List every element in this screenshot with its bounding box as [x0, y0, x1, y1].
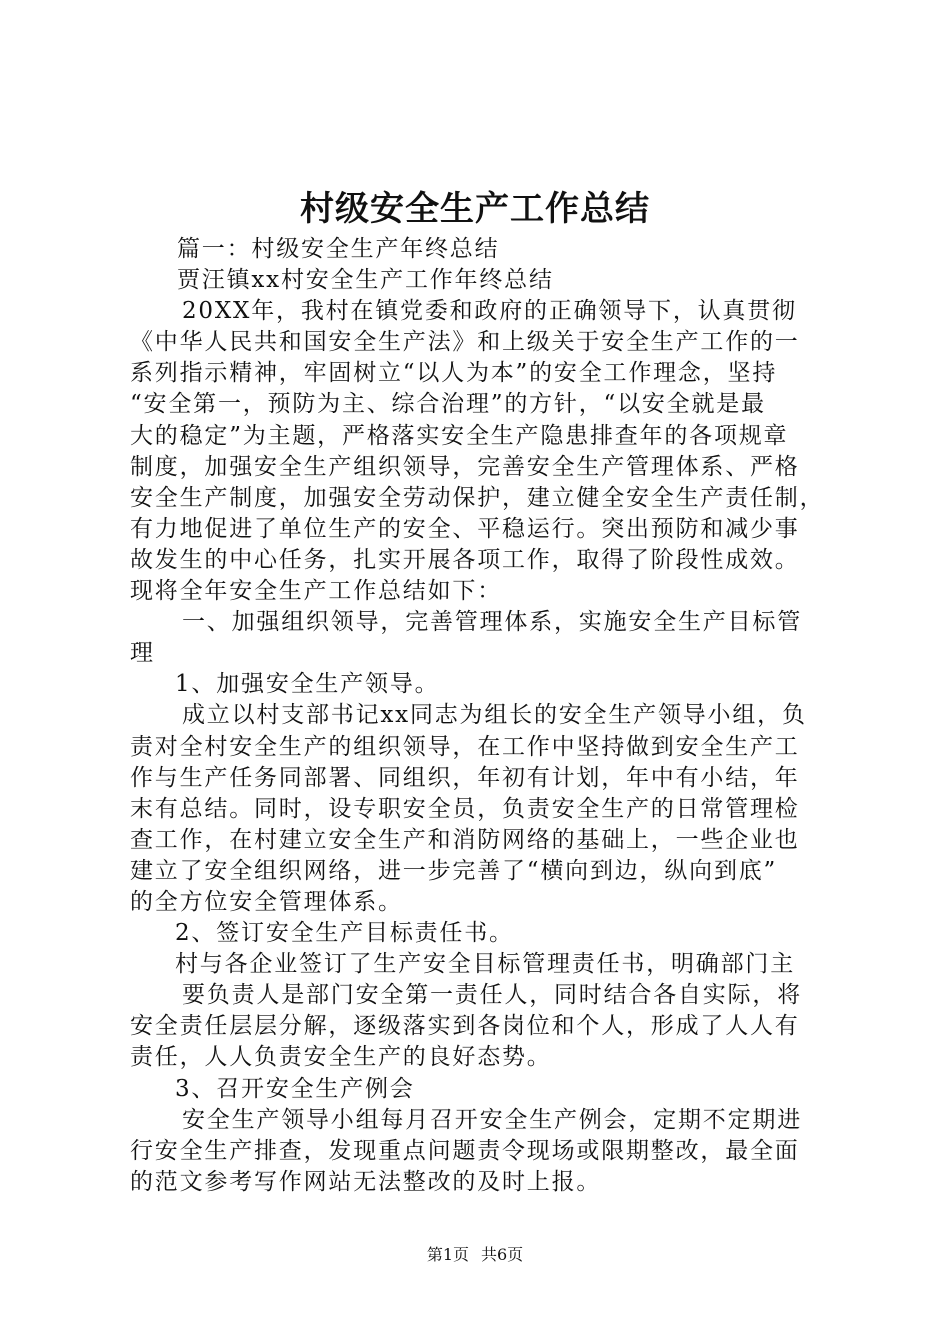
subsection-heading: 2、签订安全生产目标责任书。	[175, 920, 514, 947]
paragraph-line: 建立了安全组织网络，进一步完善了“横向到边，纵向到底”	[130, 857, 778, 884]
paragraph-line: 查工作，在村建立安全生产和消防网络的基础上，一些企业也	[130, 826, 800, 853]
paragraph-line: 行安全生产排查，发现重点问题责令现场或限期整改，最全面	[130, 1137, 800, 1164]
page-footer	[0, 1243, 950, 1267]
paragraph-line: 大的稳定”为主题，严格落实安全生产隐患排查年的各项规章	[130, 422, 789, 449]
paragraph-line: 安全生产制度，加强安全劳动保护，建立健全安全生产责任制，	[130, 484, 825, 511]
paragraph-line: 贾汪镇xx村安全生产工作年终总结	[177, 267, 554, 294]
paragraph-line: 成立以村支部书记xx同志为组长的安全生产领导小组，负	[182, 702, 807, 729]
paragraph-line: 村与各企业签订了生产安全目标管理责任书，明确部门主	[175, 951, 795, 978]
paragraph-line: 有力地促进了单位生产的安全、平稳运行。突出预防和减少事	[130, 515, 800, 542]
subsection-heading: 1、加强安全生产领导。	[175, 671, 440, 698]
paragraph-line: 系列指示精神，牢固树立“以人为本”的安全工作理念，坚持	[130, 360, 778, 387]
paragraph-line: 《中华人民共和国安全生产法》和上级关于安全生产工作的一	[130, 329, 800, 356]
paragraph-line: 的范文参考写作网站无法整改的及时上报。	[130, 1168, 602, 1195]
paragraph-line: 作与生产任务同部署、同组织，年初有计划，年中有小结，年	[130, 764, 800, 791]
paragraph-line: 安全责任层层分解，逐级落实到各岗位和个人，形成了人人有	[130, 1013, 800, 1040]
paragraph-line: 责任，人人负责安全生产的良好态势。	[130, 1044, 552, 1071]
section-heading-line: 一、加强组织领导，完善管理体系，实施安全生产目标管	[182, 609, 802, 636]
subsection-heading: 3、召开安全生产例会	[175, 1075, 415, 1102]
document-title: 村级安全生产工作总结	[300, 189, 650, 229]
paragraph-line: 现将全年安全生产工作总结如下：	[130, 578, 502, 605]
paragraph-line: 责对全村安全生产的组织领导，在工作中坚持做到安全生产工	[130, 733, 800, 760]
paragraph-line: 故发生的中心任务，扎实开展各项工作，取得了阶段性成效。	[130, 546, 800, 573]
paragraph-line: 制度，加强安全生产组织领导，完善安全生产管理体系、严格	[130, 453, 800, 480]
document-body	[130, 234, 830, 1198]
paragraph-line: 的全方位安全管理体系。	[130, 888, 403, 915]
paragraph-line: 末有总结。同时，设专职安全员，负责安全生产的日常管理检	[130, 795, 800, 822]
paragraph-line: 安全生产领导小组每月召开安全生产例会，定期不定期进	[182, 1106, 802, 1133]
page-total: 共6页	[481, 1245, 524, 1264]
page-number: 第1页	[426, 1245, 469, 1264]
paragraph-line: 篇一：村级安全生产年终总结	[177, 236, 500, 262]
section-heading-line: 理	[130, 640, 155, 667]
paragraph-line: 20XX年，我村在镇党委和政府的正确领导下，认真贯彻	[182, 298, 797, 325]
paragraph-line: “安全第一，预防为主、综合治理”的方针，“以安全就是最	[130, 391, 766, 418]
paragraph-line: 要负责人是部门安全第一责任人，同时结合各自实际，将	[182, 982, 802, 1009]
